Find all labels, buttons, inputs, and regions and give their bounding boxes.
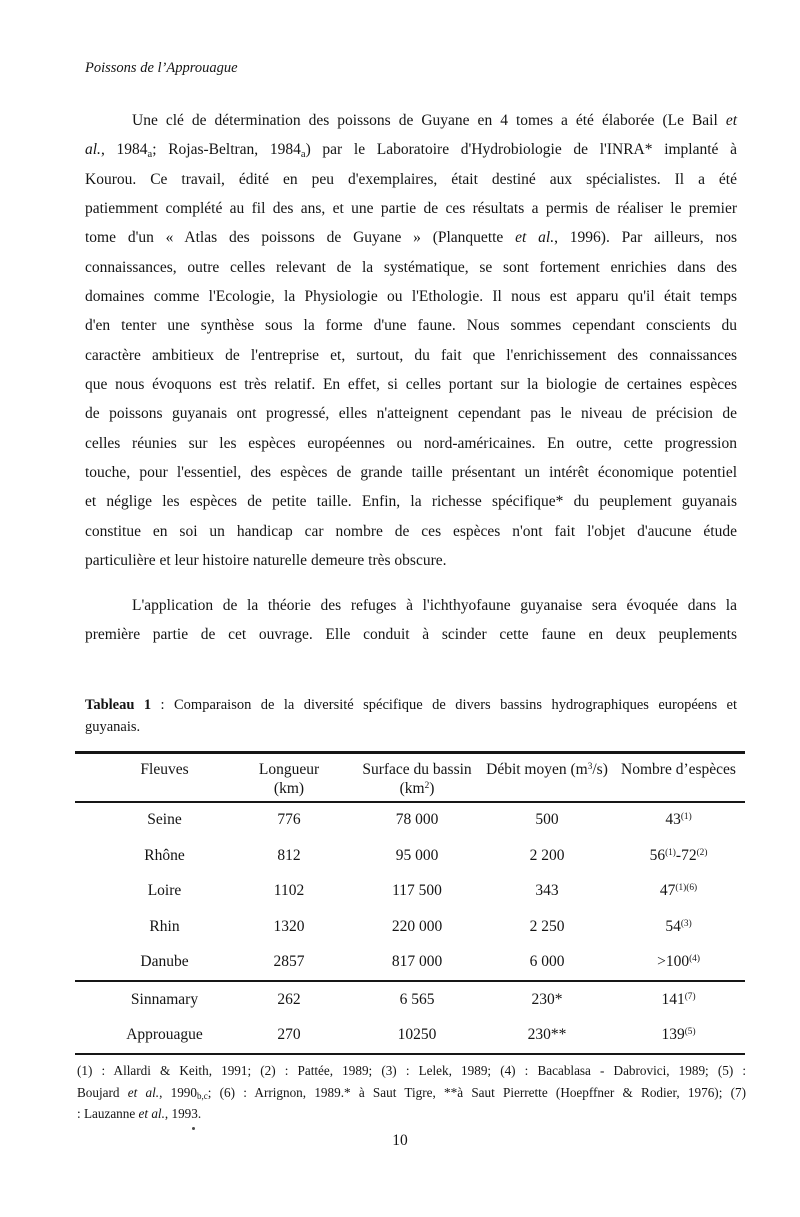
table-header — [75, 753, 745, 802]
table-cell: 343 — [535, 882, 559, 900]
paragraph-1 — [85, 106, 737, 575]
page-number: 10 — [392, 1132, 408, 1149]
text-line: guyanais. — [85, 718, 141, 735]
table-cell: Rhône — [144, 846, 185, 864]
table-cell: 2857 — [273, 953, 305, 971]
text-line: que nous évoquons est très relatif. En effet, si celles portant sur la biologie de certaines espèces — [85, 375, 737, 393]
data-table — [75, 751, 745, 1055]
table-cell: 6 000 — [529, 953, 565, 971]
table-cell: Approuague — [126, 1026, 203, 1044]
text-line: caractère ambitieux de l'entreprise et, surtout, du fait que l'enrichissement des connaissances — [85, 346, 737, 364]
text-line: domaines comme l'Ecologie, la Physiologie ou l'Ethologie. Il nous est apparu qu'il était temps — [85, 287, 737, 305]
text-line: touche, pour l'essentiel, des espèces de grande taille présentant un intérêt économique potentiel — [85, 463, 737, 481]
table-row — [75, 838, 745, 874]
table-footnotes — [77, 1060, 746, 1125]
table-cell: 43$^{(1)}$ — [665, 811, 692, 829]
table-cell: Rhin — [149, 917, 180, 935]
text-line: al., $1984_a$; Rojas-Beltran, $1984_a$) par le Laboratoire d'Hydrobiologie de l'INRA* implanté à — [85, 141, 738, 160]
table-cell: 270 — [277, 1026, 301, 1044]
column-header — [352, 753, 482, 802]
column-header-line: Fleuves — [140, 761, 189, 778]
text-line: connaissances, outre celles relevant de la systématique, se sont fortement enrichies dans des — [85, 258, 737, 276]
running-head: Poissons de l’Approuague — [85, 60, 238, 76]
table-cell: $47^{(1)(6)}$ — [659, 882, 698, 900]
text-line: Kourou. Ce travail, édité en peu d'exemplaires, était destiné aux spécialistes. Il a été — [85, 170, 737, 188]
table-cell: 1102 — [273, 882, 305, 900]
table-cell: 6 565 — [399, 990, 435, 1008]
table-cell: 78 000 — [395, 811, 439, 829]
text-line: celles réunies sur les espèces européennes ou nord-américaines. En outre, cette progression — [85, 434, 737, 452]
table-header-row — [75, 753, 745, 802]
text-line: : Lauzanne et al., 1993. — [77, 1106, 202, 1121]
text-line: L'application de la théorie des refuges à l'ichthyofaune guyanaise sera évoquée dans la — [132, 597, 737, 614]
column-header-line: Débit moyen $(m^3/s)$ — [486, 761, 608, 778]
text-line: patiemment complété au fil des ans, et une partie de ces résultats a permis de réaliser le premier — [85, 199, 737, 217]
text-line: constitue en soi un handicap car nombre de ces espèces n'ont fait l'objet d'aucune étude — [85, 522, 737, 540]
text-line: Tableau 1 : Comparaison de la diversité spécifique de divers bassins hydrographiques européens et — [85, 697, 737, 713]
table-cell: 262 — [277, 990, 301, 1008]
text-line: de poissons guyanais ont progressé, elles n'atteignent cependant pas le niveau de précision de — [85, 405, 737, 423]
table-cell: 2 250 — [529, 917, 565, 935]
table-cell: Seine — [147, 811, 182, 829]
table-row — [75, 1018, 745, 1055]
text-line: Une clé de détermination des poissons de Guyane en 4 tomes a été élaborée (Le Bail et — [132, 112, 737, 129]
table-cell: 117 500 — [392, 882, 442, 900]
column-header — [75, 753, 226, 802]
table-body — [75, 802, 745, 1055]
table-cell: 812 — [277, 846, 301, 864]
column-header-line: Longueur — [258, 761, 320, 778]
table-cell: $>100^{(4)}$ — [657, 953, 700, 971]
text-line: tome d'un « Atlas des poissons de Guyane » (Planquette et al., 1996). Par ailleurs, nos — [85, 229, 737, 247]
table-cell: 54$^{(3)}$ — [665, 917, 692, 935]
table-cell: Sinnamary — [130, 990, 199, 1008]
column-header-line: $(km^2)$ — [399, 780, 435, 797]
table-cell: 95 000 — [395, 846, 439, 864]
table-cell: 139$^{(5)}$ — [661, 1026, 696, 1044]
text-line: Boujard et al., $1990_{b,c}$; (6) : Arrignon, 1989.* à Saut Tigre, **à Saut Pierrette (Hoepffner & Rodier, 1976); (7) — [77, 1084, 746, 1101]
text-line: et néglige les espèces de petite taille. Enfin, la richesse spécifique* du peuplement guyanais — [85, 493, 737, 511]
table-cell: 141$^{(7)}$ — [661, 990, 696, 1008]
table-cell: 2 200 — [529, 846, 565, 864]
column-header — [226, 753, 352, 802]
column-header — [612, 753, 745, 802]
paragraph-2 — [85, 591, 737, 650]
table-row — [75, 909, 745, 945]
text-line: (1) : Allardi & Keith, 1991; (2) : Pattée, 1989; (3) : Lelek, 1989; (4) : Bacablasa - Dabrovici, 1989; (5) : — [77, 1063, 746, 1078]
table-cell: 1320 — [273, 917, 305, 935]
table-cell: Loire — [147, 882, 182, 900]
column-header-line: Nombre d’espèces — [621, 761, 736, 778]
text-line: d'en tenter une synthèse sous la forme d'une faune. Nous sommes cependant conscients du — [85, 317, 737, 335]
column-header — [482, 753, 612, 802]
table-caption — [85, 695, 737, 738]
table-cell: 220 000 — [391, 917, 443, 935]
table-row — [75, 874, 745, 910]
table-cell: Danube — [140, 953, 189, 971]
table-cell: 230* — [531, 990, 563, 1008]
table-cell: 10250 — [397, 1026, 437, 1044]
table-cell: 230** — [527, 1026, 567, 1044]
table-cell: 817 000 — [391, 953, 443, 971]
scan-speck — [192, 1127, 195, 1130]
table-cell: 776 — [277, 811, 301, 829]
table-cell: 500 — [535, 811, 559, 829]
table-row — [75, 981, 745, 1018]
column-header-line: Surface du bassin — [362, 761, 472, 778]
table-cell: 56$^{(1)}$-72$^{(2)}$ — [649, 846, 708, 864]
table-row — [75, 945, 745, 982]
column-header-line: (km) — [273, 780, 305, 797]
text-line: première partie de cet ouvrage. Elle conduit à scinder cette faune en deux peuplements — [85, 626, 737, 644]
table-row — [75, 802, 745, 839]
text-line: particulière et leur histoire naturelle demeure très obscure. — [85, 551, 447, 569]
